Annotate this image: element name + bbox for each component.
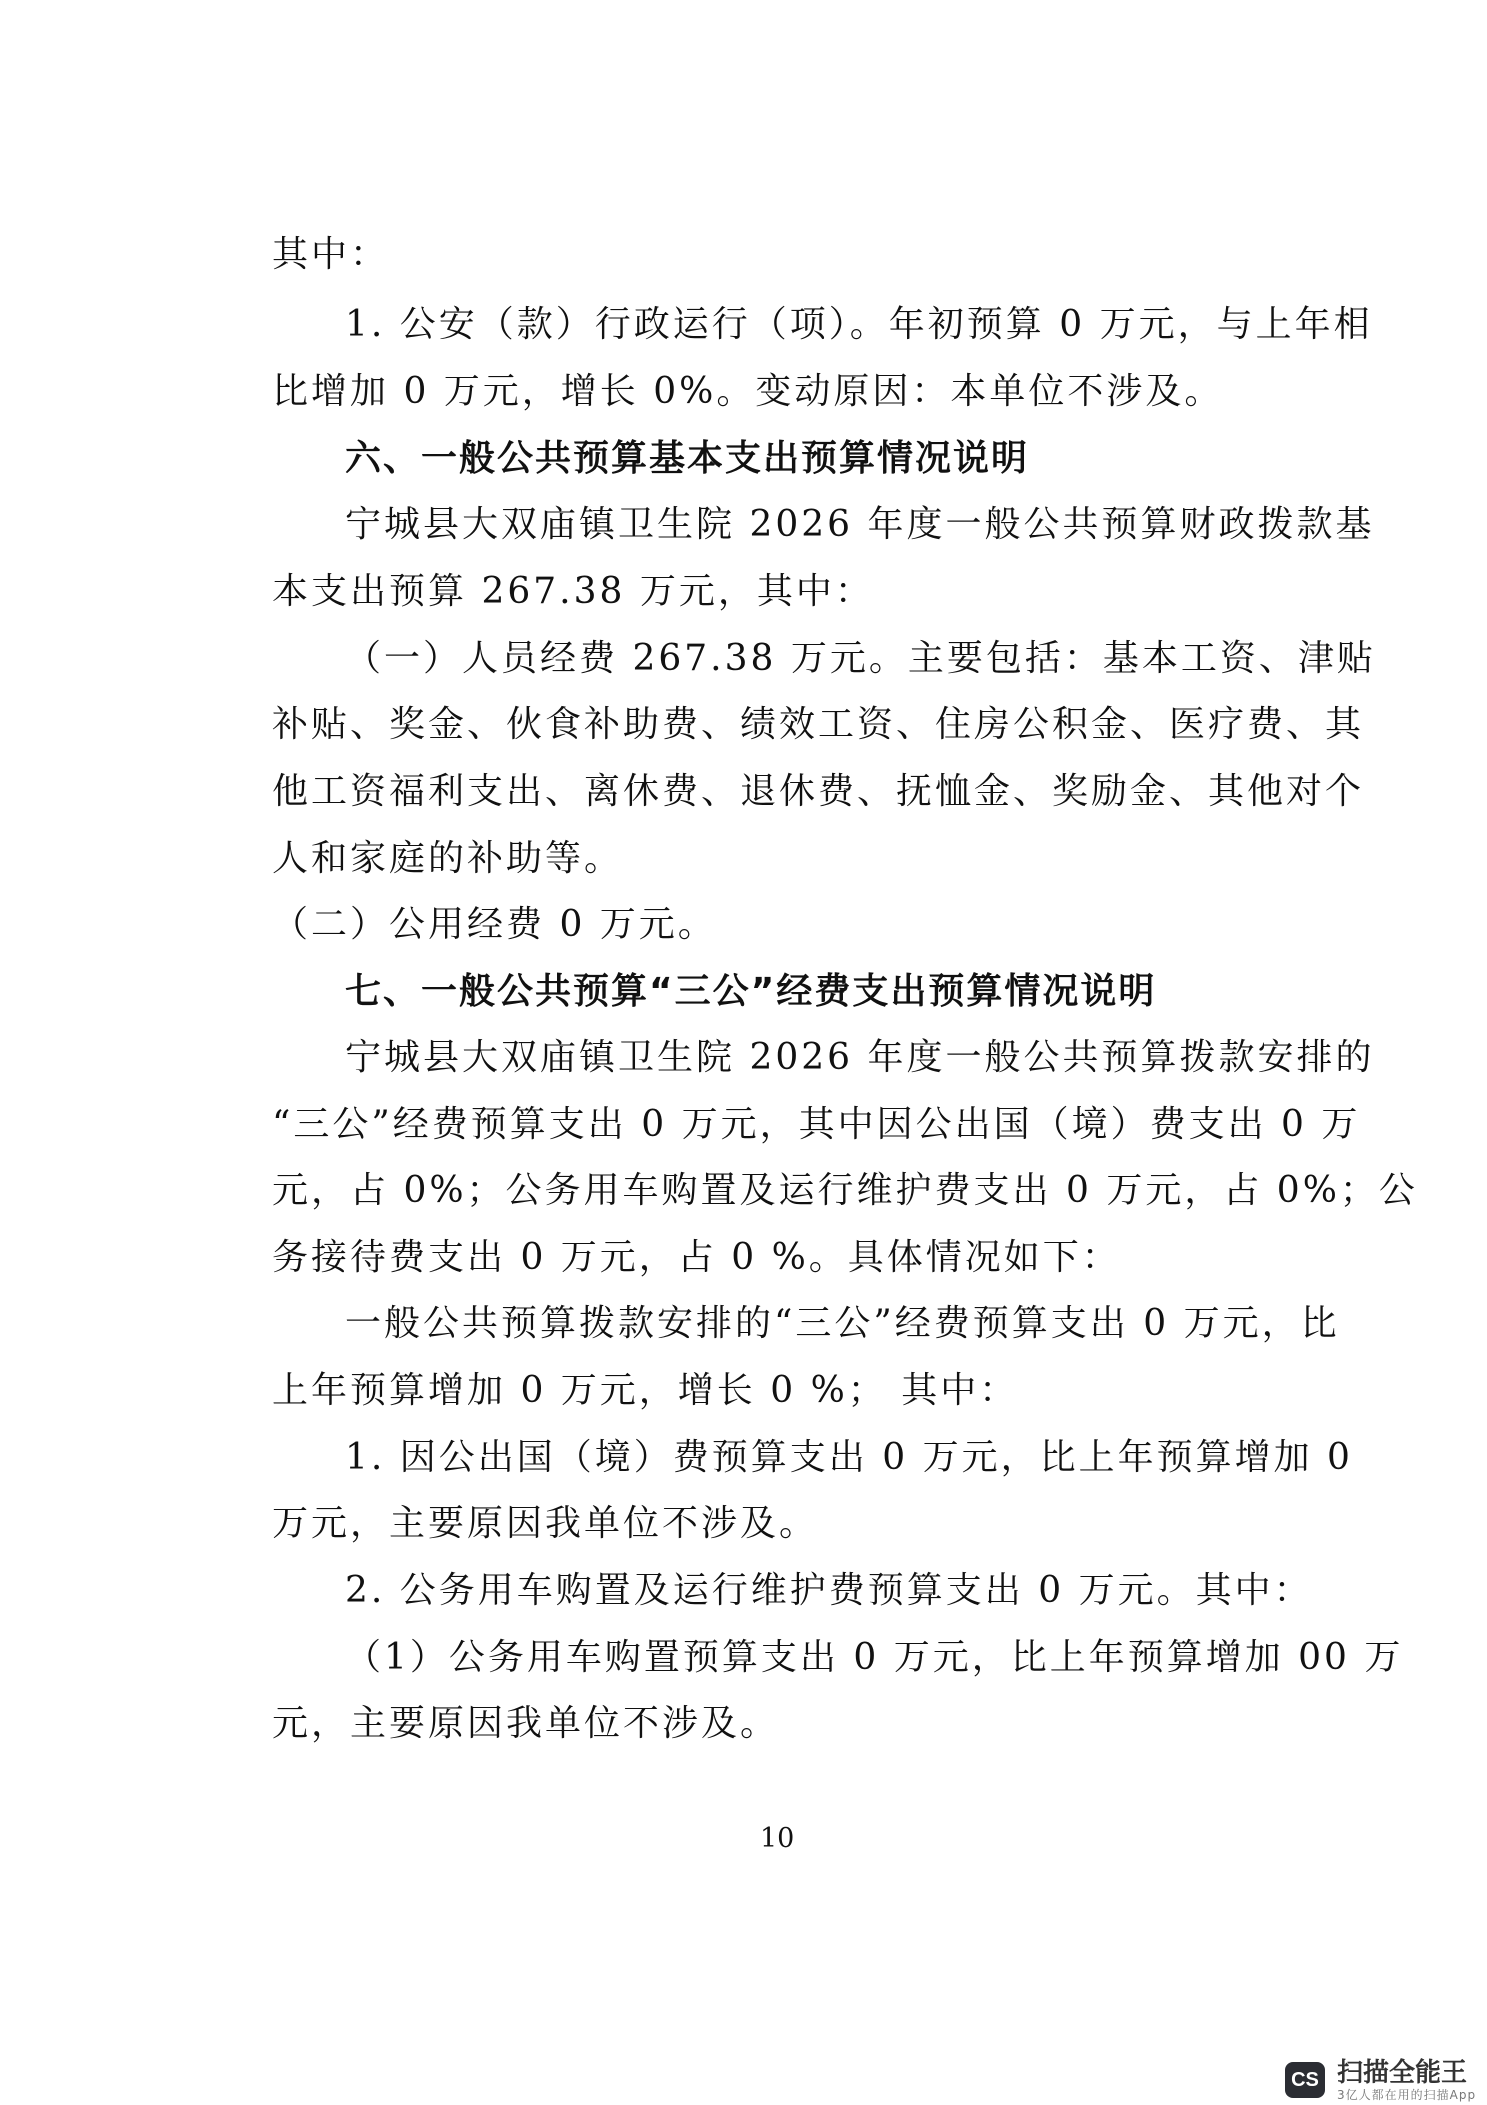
text-line: 元，占 0%；公务用车购置及运行维护费支出 0 万元，占 0%；公	[272, 1170, 1418, 1211]
page-number: 10	[760, 1823, 795, 1854]
text-line-item-2-vehicle: 2. 公务用车购置及运行维护费预算支出 0 万元。其中：	[345, 1570, 1313, 1611]
text-line: 本支出预算 267.38 万元，其中：	[272, 571, 874, 612]
text-line: 务接待费支出 0 万元，占 0 %。具体情况如下：	[272, 1237, 1121, 1278]
text-line-personnel: （一）人员经费 267.38 万元。主要包括：基本工资、津贴	[345, 638, 1376, 679]
text-line: 补贴、奖金、伙食补助费、绩效工资、住房公积金、医疗费、其	[272, 704, 1365, 745]
text-line: 宁城县大双庙镇卫生院 2026 年度一般公共预算拨款安排的	[345, 1037, 1375, 1078]
text-line: 人和家庭的补助等。	[272, 838, 624, 879]
text-line: 比增加 0 万元，增长 0%。变动原因：本单位不涉及。	[272, 371, 1224, 412]
text-line: 元，主要原因我单位不涉及。	[272, 1703, 780, 1744]
text-line-qizhong-1: 其中：	[272, 234, 390, 275]
camscanner-logo-icon: CS	[1285, 2062, 1325, 2098]
text-line-public-expense: （二）公用经费 0 万元。	[272, 904, 717, 945]
text-line-item-1: 1. 公安（款）行政运行（项）。年初预算 0 万元，与上年相	[345, 304, 1373, 345]
scanner-watermark	[1285, 2058, 1476, 2102]
text-line: 宁城县大双庙镇卫生院 2026 年度一般公共预算财政拨款基	[345, 504, 1375, 545]
text-line: 万元，主要原因我单位不涉及。	[272, 1503, 819, 1544]
scanner-watermark-text	[1337, 2058, 1476, 2102]
scanner-tagline: 3亿人都在用的扫描App	[1337, 2088, 1477, 2102]
text-line-subitem-1: （1）公务用车购置预算支出 0 万元，比上年预算增加 00 万	[345, 1637, 1404, 1678]
text-line-item-1-travel: 1. 因公出国（境）费预算支出 0 万元，比上年预算增加 0	[345, 1437, 1353, 1478]
scanner-app-name: 扫描全能王	[1337, 2058, 1468, 2088]
text-line: 上年预算增加 0 万元，增长 0 %； 其中：	[272, 1370, 1019, 1411]
text-line: 一般公共预算拨款安排的“三公”经费预算支出 0 万元，比	[345, 1303, 1340, 1344]
text-line: “三公”经费预算支出 0 万元，其中因公出国（境）费支出 0 万	[272, 1104, 1361, 1145]
section-heading-6: 六、一般公共预算基本支出预算情况说明	[345, 438, 1030, 479]
text-line: 他工资福利支出、离休费、退休费、抚恤金、奖励金、其他对个	[272, 771, 1365, 812]
section-heading-7: 七、一般公共预算“三公”经费支出预算情况说明	[345, 971, 1157, 1012]
